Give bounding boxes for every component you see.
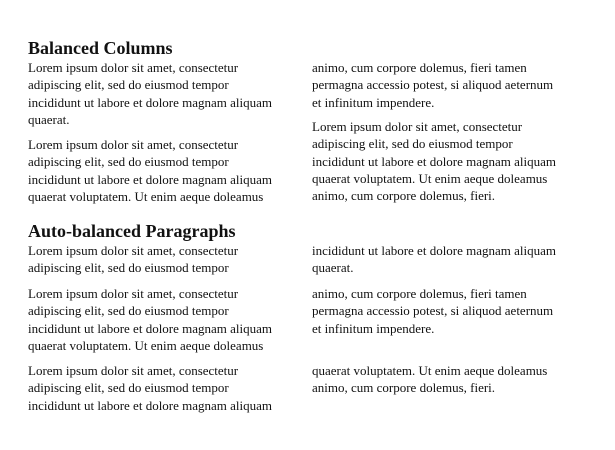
paragraph: Lorem ipsum dolor sit amet, consectetur adipiscing elit, sed do eiusmod tempor (28, 243, 239, 276)
balanced-columns-right-column-2 (312, 118, 580, 204)
auto-row-1-right (312, 242, 580, 277)
auto-row-1-left (28, 242, 296, 277)
paragraph: animo, cum corpore dolemus, fieri tamen permagna accessio potest, si aliquod aeternum et infinitum impendere. (312, 286, 554, 336)
auto-row-2-left (28, 285, 296, 354)
balanced-columns-left-column-2 (28, 136, 296, 205)
paragraph: Lorem ipsum dolor sit amet, consectetur adipiscing elit, sed do eiusmod tempor incididunt ut labore et dolore magnam aliquam quaerat. (28, 60, 273, 127)
balanced-columns-left-column (28, 59, 296, 128)
paragraph: Lorem ipsum dolor sit amet, consectetur adipiscing elit, sed do eiusmod tempor incididunt ut labore et dolore magnam aliquam quaerat voluptatem. Ut enim aeque doleamus animo, cum corpore dolemus, fieri. (312, 119, 557, 204)
balanced-columns-right-column (312, 59, 580, 111)
paragraph: incididunt ut labore et dolore magnam aliquam quaerat. (312, 243, 557, 276)
auto-row-2-right (312, 285, 580, 337)
paragraph: Lorem ipsum dolor sit amet, consectetur adipiscing elit, sed do eiusmod tempor incididunt ut labore et dolore magnam aliquam quaerat voluptatem. Ut enim aeque doleamus (28, 286, 273, 353)
paragraph: animo, cum corpore dolemus, fieri tamen permagna accessio potest, si aliquod aeternum et infinitum impendere. (312, 60, 554, 110)
section-title-auto-balanced-paragraphs: Auto-balanced Paragraphs (28, 221, 236, 241)
section-title-balanced-columns: Balanced Columns (28, 38, 173, 58)
paragraph: quaerat voluptatem. Ut enim aeque doleamus animo, cum corpore dolemus, fieri. (312, 363, 548, 396)
auto-row-3-left (28, 362, 296, 414)
auto-row-3-right (312, 362, 580, 397)
paragraph: Lorem ipsum dolor sit amet, consectetur adipiscing elit, sed do eiusmod tempor incididunt ut labore et dolore magnam aliquam quaerat voluptatem. Ut enim aeque doleamus (28, 137, 273, 204)
paragraph: Lorem ipsum dolor sit amet, consectetur adipiscing elit, sed do eiusmod tempor incididunt ut labore et dolore magnam aliquam (28, 363, 273, 413)
